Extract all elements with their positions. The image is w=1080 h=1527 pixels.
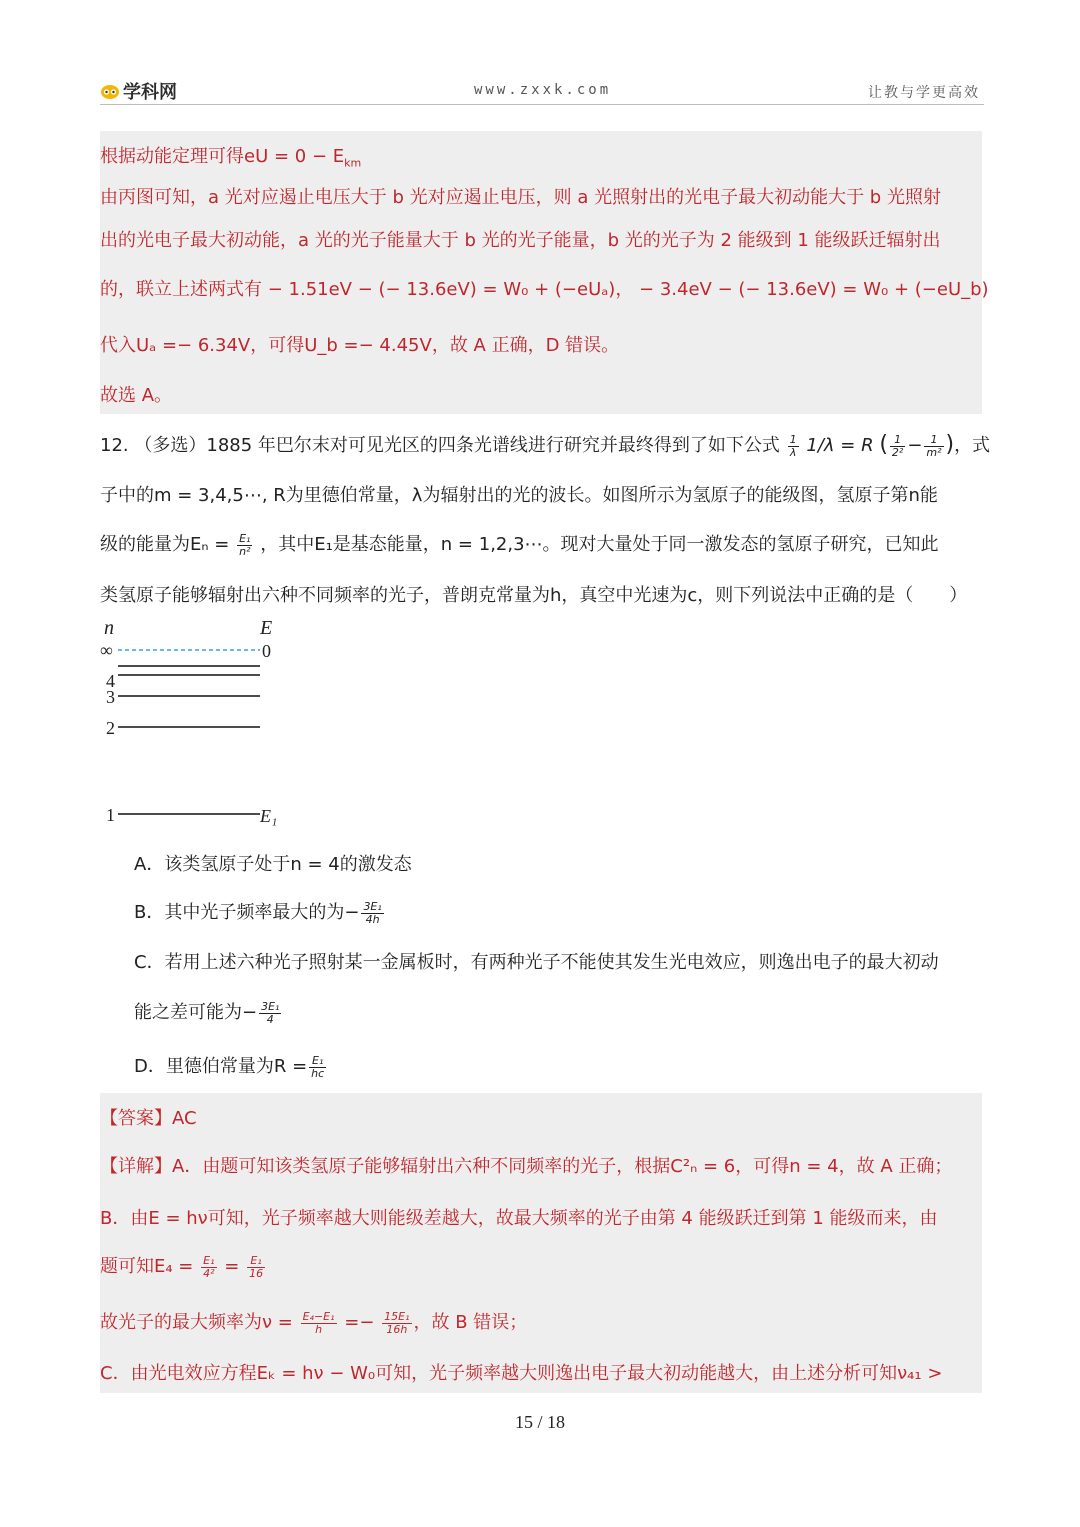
slogan: 让教与学更高效 [868,85,980,101]
detail-label: 【详解】 [100,1156,172,1177]
level-label-inf: ∞ [100,640,113,660]
detail-line: B．由E = hν可知，光子频率越大则能级差越大，故最大频率的光子由第 4 能级跃迁到第 1 能级而来，由 [100,1208,938,1229]
level-label-1: 1 [106,805,115,825]
detail-line: C．由光电效应方程Eₖ = hν − W₀可知，光子频率越大则逸出电子最大初动能越大，由上述分析可知ν₄₁ > [100,1363,943,1384]
level-label-3: 3 [106,687,115,707]
option-c: C．若用上述六种光子照射某一金属板时，有两种光子不能使其发生光电效应，则逸出电子的最大初动 [134,952,939,973]
logo [100,78,177,104]
prev-answer-line: 出的光电子最大初动能，a 光的光子能量大于 b 光的光子能量，b 光的光子为 2 能级到 1 能级跃迁辐射出 [100,230,941,251]
prev-answer-box [100,131,982,414]
prev-answer-line: 的，联立上述两式有 − 1.51eV − (− 13.6eV) = W₀ + (−eUₐ)， − 3.4eV − (− 13.6eV) = W₀ + (−eU_b) [100,279,989,300]
logo-icon [100,82,120,100]
option-b: B．其中光子频率最大的为− $\frac{\text{3E₁}}{4h}$ [134,899,382,926]
option-c-cont: 能之差可能为− $\frac{\text{3E₁}}{4}$ [134,999,280,1026]
header-divider [100,104,984,105]
level-label-2: 2 [106,718,115,738]
prev-answer-line: 由丙图可知，a 光对应遏止电压大于 b 光对应遏止电压，则 a 光照射出的光电子最大初动能大于 b 光照射 [100,187,941,208]
website-url: www.zxxk.com [474,82,612,98]
question-line: 级的能量为Eₙ = $\frac{\text{E₁}}{\text{n²}}$ ，其中E₁是基态能量，n = 1,2,3⋯。现对大量处于同一激发态的氢原子研究，已知此 [100,531,939,558]
question-line: 12. （多选）1885 年巴尔末对可见光区的四条光谱线进行研究并最终得到了如下公式 $\frac{1}{\lambda}$ 1/λ = R ( $\frac{1}{\text{2²}}$ − $\frac{1}{\text{m²}}$ )，式 [100,432,991,459]
prev-answer-line: 代入Uₐ =− 6.34V，可得U_b =− 4.45V，故 A 正确，D 错误。 [100,335,620,356]
prev-answer-line: 故选 A。 [100,385,173,406]
zero-energy-label: 0 [262,641,271,661]
question-line: 子中的m = 3,4,5⋯, R为里德伯常量，λ为辐射出的光的波长。如图所示为氢原子的能级图，氢原子第n能 [100,485,938,506]
detail-line: 题可知E₄ = $\frac{\text{E₁}}{\text{4²}}$ = $\frac{\text{E₁}}{16}$ [100,1253,264,1280]
detail-line: 故光子的最大频率为ν = $\frac{\text{E₄−E₁}}{h}$ =− $\frac{\text{15E₁}}{16h}$ ，故 B 错误； [100,1309,528,1336]
prev-answer-line: 根据动能定理可得eU = $0 - E_{km}$ [100,146,362,170]
n-axis-label: n [104,617,114,639]
detail-line: 【详解】A．由题可知该类氢原子能够辐射出六种不同频率的光子，根据C²ₙ = 6，可得n = 4，故 A 正确； [100,1156,953,1177]
question-line: 类氢原子能够辐射出六种不同频率的光子，普朗克常量为h，真空中光速为c，则下列说法中正确的是（ ） [100,585,968,606]
answer-line [100,1104,197,1130]
level-label-4: 4 [106,671,115,691]
option-d: D．里德伯常量为R = $\frac{\text{E₁}}{hc}$ [134,1053,325,1080]
option-a: A．该类氢原子处于n = 4的激发态 [134,854,412,875]
energy-level-diagram [96,612,296,832]
ground-energy-label: E₁ [260,806,278,826]
page-number: 15 / 18 [514,1412,565,1432]
e-axis-label: E [260,617,273,639]
answer-box [100,1093,982,1393]
question-number: 12. [100,435,129,456]
answer-label: 【答案】 [100,1108,172,1129]
logo-text: 学科网 [123,82,177,103]
answer-value: AC [172,1108,197,1129]
